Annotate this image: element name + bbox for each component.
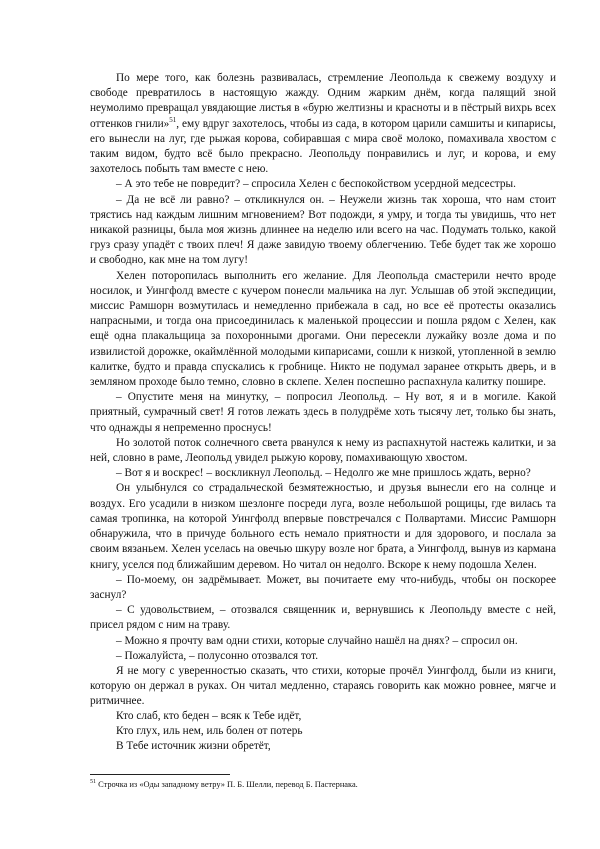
paragraph-1-text-end: , ему вдруг захотелось, чтобы из сада, в котором царили самшиты и кипарисы, его вынесли на луг, где рыжая корова, собиравшая с мира своё молоко, помахивала хвостом с таким видом, будто всё было прекрасно. Леопольду понравились и луг, и корова, и ему захотелось побыть там вместе с нею. <box>90 117 556 176</box>
paragraph-5: – Опустите меня на минутку, – попросил Леопольд. – Ну вот, я и в могиле. Какой приятный, сумрачный свет! Я готов лежать здесь в полудрёме хоть тысячу лет, только бы знать, что однажды я непременно проснусь! <box>90 391 556 434</box>
footnote <box>90 779 556 790</box>
paragraph-3: – Да не всё ли равно? – откликнулся он. – Неужели жизнь так хороша, что нам стоит трястись над каждым лишним мгновением? Вот подожди, я умру, и тогда ты увидишь, что нет никакой разницы, была моя жизнь длиннее на неделю или всего на час. Подумать только, какой груз сразу упадёт с твоих плеч! Я даже завидую твоему облегчению. Тебе будет так же хорошо и свободно, как мне на том лугу! <box>90 193 556 267</box>
poem-line-1: Кто слаб, кто беден – всяк к Тебе идёт, <box>116 710 302 722</box>
paragraph-4: Хелен поторопилась выполнить его желание. Для Леопольда смастерили нечто вроде носилок, и Уингфолд вместе с кучером понесли мальчика на луг. Услышав об этой экспедиции, миссис Рамшорн возмутилась и немедленно прибежала в сад, но все её протесты оказались напрасными, и тогда она присоединилась к маленькой процессии и пошла рядом с Хелен, как ещё одна плакальщица за похоронными дрогами. Они пересекли лужайку возле дома и по извилистой дорожке, окаймлённой молодыми кипарисами, сошли к низкой, утопленной в землю калитке, будто и правда спускались к гробнице. Никто не подумал заранее открыть дверь, и в земляном проходе было темно, словно в склепе. Хелен поспешно распахнула калитку пошире. <box>90 269 556 389</box>
paragraph-1-text-start: По мере того, как болезнь развивалась, стремление Леопольда к свежему воздуху и свободе превратилось в настоящую жажду. Одним жарким днём, когда палящий зной неумолимо превращал увядающие листья в «бурю желтизны и красноты и в пёстрый вихрь всех оттенков гнили» <box>90 72 556 130</box>
footnote-reference[interactable]: 51 <box>169 115 177 124</box>
poem <box>116 709 303 755</box>
paragraph-2: – А это тебе не повредит? – спросила Хелен с беспокойством усердной медсестры. <box>116 178 516 191</box>
footnote-divider <box>90 774 230 775</box>
paragraph-13: Я не могу с уверенностью сказать, что стихи, которые прочёл Уингфолд, были из книги, которую он держал в руках. Он читал медленно, стараясь говорить как можно ровнее, мягче и ритмичнее. <box>90 664 556 708</box>
paragraph-8: Он улыбнулся со страдальческой безмятежностью, и друзья вынесли его на солнце и воздух. Его усадили в низком шезлонге посреди луга, возле небольшой рощицы, где вилась та самая тропинка, на которой Уингфолд впервые повстречался с Полвартами. Миссис Рамшорн обнаружила, что в причуде больного есть немало приятности и для здорового, и послала за своим вязаньем. Хелен уселась на овечью шкуру возле ног брата, а Уингфолд, вынув из кармана книгу, уселся под ближайшим деревом. Но читал он недолго. Вскоре к нему подошла Хелен. <box>90 482 556 571</box>
body-text <box>90 71 556 710</box>
paragraph-1 <box>90 71 556 177</box>
footnote-text: Строчка из «Оды западному ветру» П. Б. Шелли, перевод Б. Пастернака. <box>96 780 358 789</box>
paragraph-11: – Можно я прочту вам одни стихи, которые случайно нашёл на днях? – спросил он. <box>116 634 518 647</box>
paragraph-9: – По-моему, он задрёмывает. Может, вы почитаете ему что-нибудь, чтобы он поскорее заснул? <box>90 573 556 601</box>
poem-line-3: В Тебе источник жизни обретёт, <box>116 740 271 753</box>
paragraph-7: – Вот я и воскрес! – воскликнул Леопольд. – Недолго же мне пришлось ждать, верно? <box>116 467 531 480</box>
poem-line-2: Кто глух, иль нем, иль болен от потерь <box>116 725 303 738</box>
paragraph-6: Но золотой поток солнечного света рванулся к нему из распахнутой настежь калитки, и за ней, словно в раме, Леопольд увидел рыжую корову, помахивающую хвостом. <box>90 436 556 465</box>
footnote-number: 51 <box>90 779 96 786</box>
paragraph-12: – Пожалуйста, – полусонно отозвался тот. <box>116 649 319 662</box>
paragraph-10: – С удовольствием, – отозвался священник и, вернувшись к Леопольду вместе с ней, присел рядом с ним на траву. <box>90 604 556 632</box>
